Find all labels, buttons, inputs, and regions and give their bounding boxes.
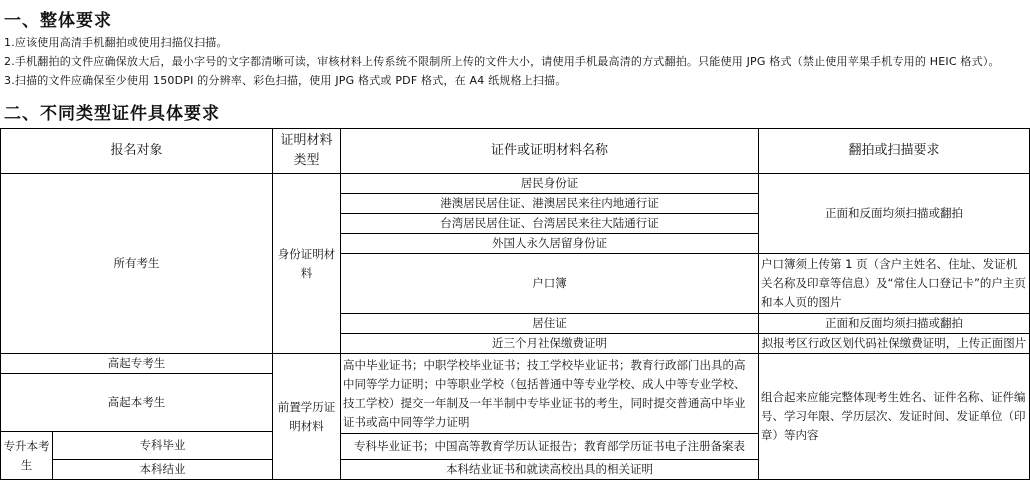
header-requirement: 翻拍或扫描要求 bbox=[759, 129, 1030, 174]
edu-requirement: 组合起来应能完整体现考生姓名、证件名称、证件编号、学习年限、学历层次、发证时间、发证单位（印章）等内容 bbox=[759, 354, 1030, 480]
requirements-table bbox=[0, 128, 1030, 480]
residence-cell: 居住证 bbox=[341, 314, 759, 334]
section-2-title: 二、不同类型证件具体要求 bbox=[4, 104, 220, 124]
bk-jy-cell: 本科结业 bbox=[53, 460, 273, 480]
zsb-cell: 专升本考生 bbox=[1, 432, 53, 480]
header-name: 证件或证明材料名称 bbox=[341, 129, 759, 174]
header-type: 证明材料类型 bbox=[273, 129, 341, 174]
gaoqiben-cell: 高起本考生 bbox=[1, 374, 273, 432]
requirement-line-2: 2.手机翻拍的文件应确保放大后，最小字号的文字都清晰可读，审核材料上传系统不限制所上传的文件大小，请使用手机最高清的方式翻拍。只能使用 JPG 格式（禁止使用苹果手机专用的 HEIC 格式）。 bbox=[4, 55, 1000, 68]
requirement-line-3: 3.扫描的文件应确保至少使用 150DPI 的分辨率、彩色扫描，使用 JPG 格式或 PDF 格式，在 A4 纸规格上扫描。 bbox=[4, 74, 567, 87]
edu-type-cell: 前置学历证明材料 bbox=[273, 354, 341, 480]
section-1-title: 一、整体要求 bbox=[4, 11, 112, 31]
id-item-4: 外国人永久居留身份证 bbox=[341, 234, 759, 254]
hukou-cell: 户口簿 bbox=[341, 254, 759, 314]
residence-requirement: 正面和反面均须扫描或翻拍 bbox=[759, 314, 1030, 334]
header-target: 报名对象 bbox=[1, 129, 273, 174]
social-cell: 近三个月社保缴费证明 bbox=[341, 334, 759, 354]
id-type-cell: 身份证明材料 bbox=[273, 174, 341, 354]
bk-docs-cell: 本科结业证书和就读高校出具的相关证明 bbox=[341, 460, 759, 480]
zk-docs-cell: 专科毕业证书；中国高等教育学历认证报告；教育部学历证书电子注册备案表 bbox=[341, 434, 759, 460]
all-candidates-cell: 所有考生 bbox=[1, 174, 273, 354]
requirement-line-1: 1.应该使用高清手机翻拍或使用扫描仪扫描。 bbox=[4, 36, 228, 49]
social-requirement: 拟报考区行政区划代码社保缴费证明，上传正面图片 bbox=[759, 334, 1030, 354]
zk-grad-cell: 专科毕业 bbox=[53, 432, 273, 460]
id-item-2: 港澳居民居住证、港澳居民来往内地通行证 bbox=[341, 194, 759, 214]
hs-docs-cell: 高中毕业证书；中职学校毕业证书；技工学校毕业证书；教育行政部门出具的高中同等学力证明；中等职业学校（包括普通中等专业学校、成人中等专业学校、技工学校）提交一年制及一年半制中专毕业证书的考生，同时提交普通高中毕业证书或高中同等学力证明 bbox=[341, 354, 759, 434]
id-item-3: 台湾居民居住证、台湾居民来往大陆通行证 bbox=[341, 214, 759, 234]
hukou-requirement: 户口簿须上传第 1 页（含户主姓名、住址、发证机关名称及印章等信息）及“常住人口登记卡”的户主页和本人页的图片 bbox=[759, 254, 1030, 314]
id-requirement: 正面和反面均须扫描或翻拍 bbox=[759, 174, 1030, 254]
id-item-1: 居民身份证 bbox=[341, 174, 759, 194]
gaoqizhuan-cell: 高起专考生 bbox=[1, 354, 273, 374]
